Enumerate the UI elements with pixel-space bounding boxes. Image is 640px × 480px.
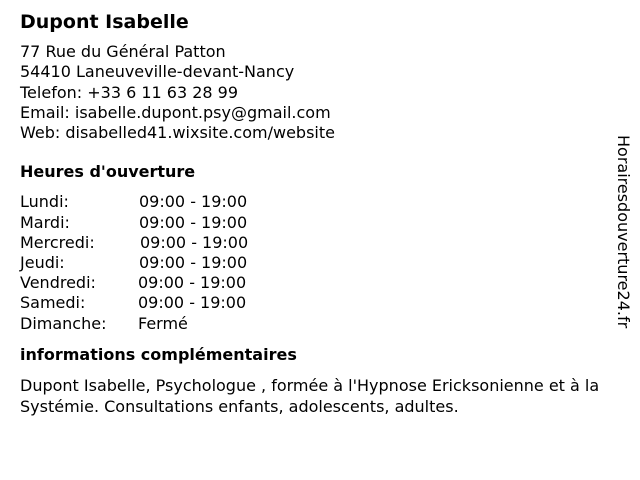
site-watermark: Horairesdouverture24.fr bbox=[614, 135, 633, 329]
business-name: Dupont Isabelle bbox=[20, 11, 189, 33]
additional-info-text: Dupont Isabelle, Psychologue , formée à l'Hypnose Ericksonienne et à la Systémie. Consultations enfants, adolescents, adultes. bbox=[20, 375, 600, 416]
opening-hours-heading: Heures d'ouverture bbox=[20, 162, 196, 182]
hours-row-thursday bbox=[20, 253, 610, 273]
day-label: Lundi: bbox=[20, 192, 69, 212]
address-line-street: 77 Rue du Général Patton bbox=[20, 42, 226, 61]
day-label: Dimanche: bbox=[20, 313, 107, 333]
hours-row-friday bbox=[20, 273, 610, 293]
address-line-city: 54410 Laneuveville-devant-Nancy bbox=[20, 62, 295, 82]
day-label: Vendredi: bbox=[20, 273, 96, 293]
hours-value: 09:00 - 19:00 bbox=[138, 293, 247, 313]
hours-row-wednesday bbox=[20, 233, 610, 253]
hours-value: 09:00 - 19:00 bbox=[139, 212, 248, 232]
additional-info-heading: informations complémentaires bbox=[20, 344, 297, 364]
hours-row-monday bbox=[20, 192, 610, 212]
hours-value: 09:00 - 19:00 bbox=[140, 232, 249, 252]
hours-row-tuesday bbox=[20, 213, 610, 233]
hours-row-saturday bbox=[20, 293, 610, 313]
hours-value: 09:00 - 19:00 bbox=[139, 253, 248, 273]
day-label: Samedi: bbox=[20, 293, 86, 313]
opening-hours-table bbox=[20, 192, 610, 333]
day-label: Mardi: bbox=[20, 212, 70, 232]
business-card bbox=[20, 10, 610, 417]
hours-row-sunday bbox=[20, 314, 610, 334]
hours-value: Fermé bbox=[138, 313, 188, 333]
email-line: Email: isabelle.dupont.psy@gmail.com bbox=[20, 102, 331, 122]
day-label: Mercredi: bbox=[20, 232, 95, 252]
day-label: Jeudi: bbox=[20, 253, 65, 273]
hours-value: 09:00 - 19:00 bbox=[139, 192, 248, 212]
web-line: Web: disabelled41.wixsite.com/website bbox=[20, 123, 335, 143]
hours-value: 09:00 - 19:00 bbox=[138, 273, 247, 293]
phone-line: Telefon: +33 6 11 63 28 99 bbox=[20, 82, 239, 102]
